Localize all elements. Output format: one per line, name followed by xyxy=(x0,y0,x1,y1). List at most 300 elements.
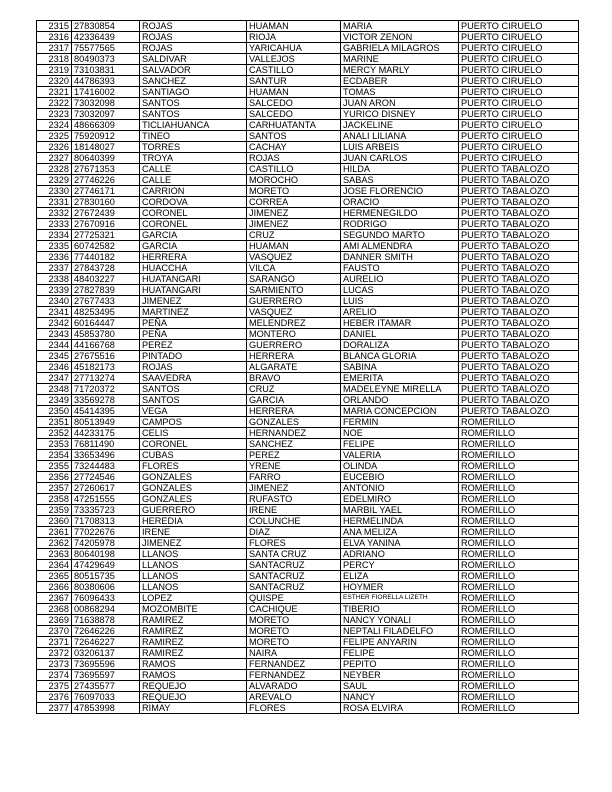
locality-cell: ROMERILLO xyxy=(459,450,579,461)
row-number-cell: 2368 xyxy=(37,604,72,615)
dni-cell: 80380606 xyxy=(72,582,140,593)
dni-cell: 27713274 xyxy=(72,373,140,384)
dni-cell: 76096433 xyxy=(72,593,140,604)
dni-cell: 27670916 xyxy=(72,219,140,230)
maternal-surname-cell: GONZALES xyxy=(247,417,341,428)
row-number-cell: 2343 xyxy=(37,329,72,340)
table-row xyxy=(37,505,579,516)
dni-cell: 03206137 xyxy=(72,648,140,659)
locality-cell: ROMERILLO xyxy=(459,582,579,593)
table-row xyxy=(37,615,579,626)
locality-cell: ROMERILLO xyxy=(459,417,579,428)
table-row xyxy=(37,483,579,494)
dni-cell: 47251555 xyxy=(72,494,140,505)
table-row xyxy=(37,120,579,131)
locality-cell: PUERTO CIRUELO xyxy=(459,153,579,164)
given-names-cell: EDELMIRO xyxy=(341,494,459,505)
maternal-surname-cell: CRUZ xyxy=(247,384,341,395)
locality-cell: ROMERILLO xyxy=(459,549,579,560)
row-number-cell: 2318 xyxy=(37,54,72,65)
paternal-surname-cell: SALDIVAR xyxy=(140,54,247,65)
maternal-surname-cell: MORETO xyxy=(247,186,341,197)
dni-cell: 27724546 xyxy=(72,472,140,483)
maternal-surname-cell: BRAVO xyxy=(247,373,341,384)
maternal-surname-cell: YRENE xyxy=(247,461,341,472)
row-number-cell: 2330 xyxy=(37,186,72,197)
locality-cell: PUERTO CIRUELO xyxy=(459,65,579,76)
maternal-surname-cell: VASQUEZ xyxy=(247,307,341,318)
given-names-cell: ANALI LILIANA xyxy=(341,131,459,142)
table-row xyxy=(37,186,579,197)
maternal-surname-cell: DIAZ xyxy=(247,527,341,538)
given-names-cell: ARELIO xyxy=(341,307,459,318)
given-names-cell: NEYBER xyxy=(341,670,459,681)
maternal-surname-cell: JIMENEZ xyxy=(247,219,341,230)
table-row xyxy=(37,296,579,307)
paternal-surname-cell: CELIS xyxy=(140,428,247,439)
dni-cell: 44786393 xyxy=(72,76,140,87)
dni-cell: 77440182 xyxy=(72,252,140,263)
table-row xyxy=(37,692,579,703)
dni-cell: 80513949 xyxy=(72,417,140,428)
maternal-surname-cell: SANTACRUZ xyxy=(247,582,341,593)
dni-cell: 44166768 xyxy=(72,340,140,351)
maternal-surname-cell: VILCA xyxy=(247,263,341,274)
dni-cell: 27746171 xyxy=(72,186,140,197)
locality-cell: PUERTO TABALOZO xyxy=(459,318,579,329)
paternal-surname-cell: TROYA xyxy=(140,153,247,164)
paternal-surname-cell: SANTIAGO xyxy=(140,87,247,98)
locality-cell: PUERTO TABALOZO xyxy=(459,307,579,318)
locality-cell: PUERTO CIRUELO xyxy=(459,142,579,153)
locality-cell: PUERTO CIRUELO xyxy=(459,32,579,43)
locality-cell: ROMERILLO xyxy=(459,659,579,670)
row-number-cell: 2345 xyxy=(37,351,72,362)
given-names-cell: JACKELINE xyxy=(341,120,459,131)
row-number-cell: 2364 xyxy=(37,560,72,571)
locality-cell: PUERTO TABALOZO xyxy=(459,208,579,219)
table-row xyxy=(37,153,579,164)
row-number-cell: 2362 xyxy=(37,538,72,549)
paternal-surname-cell: MOZOMBITE xyxy=(140,604,247,615)
locality-cell: ROMERILLO xyxy=(459,439,579,450)
table-row xyxy=(37,263,579,274)
maternal-surname-cell: HERRERA xyxy=(247,406,341,417)
paternal-surname-cell: MARTINEZ xyxy=(140,307,247,318)
locality-cell: PUERTO TABALOZO xyxy=(459,230,579,241)
locality-cell: ROMERILLO xyxy=(459,516,579,527)
locality-cell: ROMERILLO xyxy=(459,703,579,714)
dni-cell: 47429649 xyxy=(72,560,140,571)
row-number-cell: 2325 xyxy=(37,131,72,142)
locality-cell: ROMERILLO xyxy=(459,670,579,681)
row-number-cell: 2361 xyxy=(37,527,72,538)
paternal-surname-cell: PINTADO xyxy=(140,351,247,362)
locality-cell: ROMERILLO xyxy=(459,615,579,626)
row-number-cell: 2366 xyxy=(37,582,72,593)
paternal-surname-cell: HUATANGARI xyxy=(140,285,247,296)
dni-cell: 71638878 xyxy=(72,615,140,626)
row-number-cell: 2315 xyxy=(37,21,72,32)
dni-cell: 27827839 xyxy=(72,285,140,296)
given-names-cell: FELIPE xyxy=(341,439,459,450)
locality-cell: PUERTO TABALOZO xyxy=(459,340,579,351)
maternal-surname-cell: QUISPE xyxy=(247,593,341,604)
given-names-cell: DANNER SMITH xyxy=(341,252,459,263)
locality-cell: PUERTO CIRUELO xyxy=(459,131,579,142)
given-names-cell: RODRIGO xyxy=(341,219,459,230)
locality-cell: PUERTO TABALOZO xyxy=(459,351,579,362)
given-names-cell: JOSE FLORENCIO xyxy=(341,186,459,197)
dni-cell: 71720372 xyxy=(72,384,140,395)
maternal-surname-cell: GUERRERO xyxy=(247,340,341,351)
locality-cell: PUERTO TABALOZO xyxy=(459,197,579,208)
dni-cell: 27843728 xyxy=(72,263,140,274)
dni-cell: 17416002 xyxy=(72,87,140,98)
maternal-surname-cell: RIOJA xyxy=(247,32,341,43)
paternal-surname-cell: CORONEL xyxy=(140,208,247,219)
paternal-surname-cell: RAMIREZ xyxy=(140,615,247,626)
given-names-cell: NANCY YONALI xyxy=(341,615,459,626)
given-names-cell: ANA MELIZA xyxy=(341,527,459,538)
table-row xyxy=(37,582,579,593)
maternal-surname-cell: CRUZ xyxy=(247,230,341,241)
given-names-cell: SAUL xyxy=(341,681,459,692)
dni-cell: 73335723 xyxy=(72,505,140,516)
given-names-cell: MERCY MARLY xyxy=(341,65,459,76)
given-names-cell: VALERIA xyxy=(341,450,459,461)
table-row xyxy=(37,395,579,406)
row-number-cell: 2326 xyxy=(37,142,72,153)
row-number-cell: 2331 xyxy=(37,197,72,208)
table-row xyxy=(37,21,579,32)
locality-cell: ROMERILLO xyxy=(459,505,579,516)
given-names-cell: TIBERIO xyxy=(341,604,459,615)
given-names-cell: OLINDA xyxy=(341,461,459,472)
paternal-surname-cell: LLANOS xyxy=(140,582,247,593)
table-row xyxy=(37,648,579,659)
table-row xyxy=(37,76,579,87)
dni-cell: 44233175 xyxy=(72,428,140,439)
paternal-surname-cell: GONZALES xyxy=(140,483,247,494)
given-names-cell: ROSA ELVIRA xyxy=(341,703,459,714)
given-names-cell: HEBER ITAMAR xyxy=(341,318,459,329)
locality-cell: PUERTO TABALOZO xyxy=(459,406,579,417)
paternal-surname-cell: CAMPOS xyxy=(140,417,247,428)
maternal-surname-cell: SALCEDO xyxy=(247,109,341,120)
row-number-cell: 2323 xyxy=(37,109,72,120)
given-names-cell: AMI ALMENDRA xyxy=(341,241,459,252)
paternal-surname-cell: JIMENEZ xyxy=(140,296,247,307)
maternal-surname-cell: ROJAS xyxy=(247,153,341,164)
table-row xyxy=(37,197,579,208)
locality-cell: PUERTO TABALOZO xyxy=(459,186,579,197)
row-number-cell: 2371 xyxy=(37,637,72,648)
row-number-cell: 2358 xyxy=(37,494,72,505)
table-row xyxy=(37,527,579,538)
row-number-cell: 2328 xyxy=(37,164,72,175)
table-row xyxy=(37,164,579,175)
row-number-cell: 2370 xyxy=(37,626,72,637)
paternal-surname-cell: CALLE xyxy=(140,175,247,186)
table-row xyxy=(37,406,579,417)
paternal-surname-cell: CORONEL xyxy=(140,219,247,230)
paternal-surname-cell: RAMIREZ xyxy=(140,626,247,637)
locality-cell: PUERTO CIRUELO xyxy=(459,120,579,131)
locality-cell: ROMERILLO xyxy=(459,527,579,538)
row-number-cell: 2352 xyxy=(37,428,72,439)
maternal-surname-cell: CASTILLO xyxy=(247,65,341,76)
locality-cell: PUERTO TABALOZO xyxy=(459,219,579,230)
maternal-surname-cell: HUAMAN xyxy=(247,21,341,32)
row-number-cell: 2322 xyxy=(37,98,72,109)
given-names-cell: HERMENEGILDO xyxy=(341,208,459,219)
maternal-surname-cell: SANTOS xyxy=(247,131,341,142)
maternal-surname-cell: HUAMAN xyxy=(247,241,341,252)
table-row xyxy=(37,494,579,505)
locality-cell: PUERTO TABALOZO xyxy=(459,164,579,175)
row-number-cell: 2340 xyxy=(37,296,72,307)
dni-cell: 60164447 xyxy=(72,318,140,329)
maternal-surname-cell: SARMIENTO xyxy=(247,285,341,296)
row-number-cell: 2338 xyxy=(37,274,72,285)
row-number-cell: 2327 xyxy=(37,153,72,164)
maternal-surname-cell: MORETO xyxy=(247,615,341,626)
table-row xyxy=(37,351,579,362)
table-row xyxy=(37,516,579,527)
given-names-cell: EMERITA xyxy=(341,373,459,384)
paternal-surname-cell: IRENE xyxy=(140,527,247,538)
row-number-cell: 2333 xyxy=(37,219,72,230)
given-names-cell: MARIA xyxy=(341,21,459,32)
locality-cell: PUERTO CIRUELO xyxy=(459,43,579,54)
locality-cell: PUERTO CIRUELO xyxy=(459,21,579,32)
paternal-surname-cell: SALVADOR xyxy=(140,65,247,76)
dni-cell: 76097033 xyxy=(72,692,140,703)
dni-cell: 33653496 xyxy=(72,450,140,461)
table-row xyxy=(37,142,579,153)
given-names-cell: BLANCA GLORIA xyxy=(341,351,459,362)
table-row xyxy=(37,571,579,582)
table-row xyxy=(37,65,579,76)
table-row xyxy=(37,98,579,109)
dni-cell: 45182173 xyxy=(72,362,140,373)
given-names-cell: SABINA xyxy=(341,362,459,373)
given-names-cell: ELVA YANINA xyxy=(341,538,459,549)
maternal-surname-cell: AREVALO xyxy=(247,692,341,703)
row-number-cell: 2344 xyxy=(37,340,72,351)
paternal-surname-cell: ROJAS xyxy=(140,21,247,32)
dni-cell: 27746226 xyxy=(72,175,140,186)
row-number-cell: 2321 xyxy=(37,87,72,98)
dni-cell: 77022676 xyxy=(72,527,140,538)
maternal-surname-cell: SANTA CRUZ xyxy=(247,549,341,560)
paternal-surname-cell: RAMOS xyxy=(140,659,247,670)
paternal-surname-cell: TICLIAHUANCA xyxy=(140,120,247,131)
maternal-surname-cell: CARHUATANTA xyxy=(247,120,341,131)
row-number-cell: 2356 xyxy=(37,472,72,483)
paternal-surname-cell: GONZALES xyxy=(140,494,247,505)
locality-cell: PUERTO TABALOZO xyxy=(459,329,579,340)
table-row xyxy=(37,461,579,472)
table-row xyxy=(37,208,579,219)
table-row xyxy=(37,109,579,120)
dni-cell: 73103831 xyxy=(72,65,140,76)
paternal-surname-cell: SAAVEDRA xyxy=(140,373,247,384)
dni-cell: 45414395 xyxy=(72,406,140,417)
dni-cell: 73032098 xyxy=(72,98,140,109)
locality-cell: PUERTO TABALOZO xyxy=(459,241,579,252)
paternal-surname-cell: GUERRERO xyxy=(140,505,247,516)
dni-cell: 75577565 xyxy=(72,43,140,54)
table-row xyxy=(37,252,579,263)
paternal-surname-cell: LOPEZ xyxy=(140,593,247,604)
table-row xyxy=(37,362,579,373)
given-names-cell: MARBIL YAEL xyxy=(341,505,459,516)
paternal-surname-cell: HUATANGARI xyxy=(140,274,247,285)
given-names-cell: ANTONIO xyxy=(341,483,459,494)
table-row xyxy=(37,219,579,230)
locality-cell: ROMERILLO xyxy=(459,593,579,604)
paternal-surname-cell: SANTOS xyxy=(140,384,247,395)
table-row xyxy=(37,54,579,65)
paternal-surname-cell: CUBAS xyxy=(140,450,247,461)
paternal-surname-cell: SANCHEZ xyxy=(140,76,247,87)
given-names-cell: VICTOR ZENON xyxy=(341,32,459,43)
table-row xyxy=(37,549,579,560)
locality-cell: ROMERILLO xyxy=(459,604,579,615)
given-names-cell: HERMELINDA xyxy=(341,516,459,527)
paternal-surname-cell: SANTOS xyxy=(140,98,247,109)
table-row xyxy=(37,274,579,285)
locality-cell: ROMERILLO xyxy=(459,637,579,648)
locality-cell: ROMERILLO xyxy=(459,681,579,692)
table-row xyxy=(37,417,579,428)
maternal-surname-cell: GUERRERO xyxy=(247,296,341,307)
paternal-surname-cell: SANTOS xyxy=(140,109,247,120)
row-number-cell: 2365 xyxy=(37,571,72,582)
maternal-surname-cell: SANTACRUZ xyxy=(247,560,341,571)
paternal-surname-cell: RAMIREZ xyxy=(140,637,247,648)
maternal-surname-cell: ALGARATE xyxy=(247,362,341,373)
row-number-cell: 2334 xyxy=(37,230,72,241)
paternal-surname-cell: LLANOS xyxy=(140,560,247,571)
given-names-cell: TOMAS xyxy=(341,87,459,98)
table-row xyxy=(37,318,579,329)
paternal-surname-cell: LLANOS xyxy=(140,549,247,560)
dni-cell: 75920912 xyxy=(72,131,140,142)
paternal-surname-cell: CORONEL xyxy=(140,439,247,450)
dni-cell: 27677433 xyxy=(72,296,140,307)
given-names-cell: ADRIANO xyxy=(341,549,459,560)
maternal-surname-cell: CACHAY xyxy=(247,142,341,153)
given-names-cell: SEGUNDO MARTO xyxy=(341,230,459,241)
table-row xyxy=(37,428,579,439)
row-number-cell: 2337 xyxy=(37,263,72,274)
table-row xyxy=(37,626,579,637)
locality-cell: PUERTO CIRUELO xyxy=(459,109,579,120)
maternal-surname-cell: HERRERA xyxy=(247,351,341,362)
dni-cell: 27725321 xyxy=(72,230,140,241)
row-number-cell: 2324 xyxy=(37,120,72,131)
maternal-surname-cell: MONTERO xyxy=(247,329,341,340)
maternal-surname-cell: CASTILLO xyxy=(247,164,341,175)
row-number-cell: 2332 xyxy=(37,208,72,219)
table-row xyxy=(37,340,579,351)
dni-cell: 27830160 xyxy=(72,197,140,208)
locality-cell: PUERTO TABALOZO xyxy=(459,263,579,274)
maternal-surname-cell: JIMENEZ xyxy=(247,208,341,219)
paternal-surname-cell: RIMAY xyxy=(140,703,247,714)
given-names-cell: EUCEBIO xyxy=(341,472,459,483)
row-number-cell: 2355 xyxy=(37,461,72,472)
row-number-cell: 2377 xyxy=(37,703,72,714)
paternal-surname-cell: ROJAS xyxy=(140,32,247,43)
table-row xyxy=(37,472,579,483)
paternal-surname-cell: SANTOS xyxy=(140,395,247,406)
table-row xyxy=(37,285,579,296)
table-row xyxy=(37,560,579,571)
table-row xyxy=(37,230,579,241)
locality-cell: ROMERILLO xyxy=(459,571,579,582)
locality-cell: PUERTO CIRUELO xyxy=(459,54,579,65)
row-number-cell: 2373 xyxy=(37,659,72,670)
row-number-cell: 2316 xyxy=(37,32,72,43)
table-row xyxy=(37,538,579,549)
table-row xyxy=(37,450,579,461)
table-row xyxy=(37,32,579,43)
maternal-surname-cell: CORREA xyxy=(247,197,341,208)
paternal-surname-cell: TINEO xyxy=(140,131,247,142)
locality-cell: PUERTO CIRUELO xyxy=(459,76,579,87)
locality-cell: ROMERILLO xyxy=(459,648,579,659)
maternal-surname-cell: FARRO xyxy=(247,472,341,483)
given-names-cell: HOYMER xyxy=(341,582,459,593)
maternal-surname-cell: JIMENEZ xyxy=(247,483,341,494)
row-number-cell: 2359 xyxy=(37,505,72,516)
paternal-surname-cell: CORDOVA xyxy=(140,197,247,208)
given-names-cell: FAUSTO xyxy=(341,263,459,274)
row-number-cell: 2374 xyxy=(37,670,72,681)
paternal-surname-cell: GARCIA xyxy=(140,230,247,241)
maternal-surname-cell: ALVARADO xyxy=(247,681,341,692)
row-number-cell: 2329 xyxy=(37,175,72,186)
row-number-cell: 2341 xyxy=(37,307,72,318)
dni-cell: 48403227 xyxy=(72,274,140,285)
given-names-cell: MARIA CONCEPCION xyxy=(341,406,459,417)
row-number-cell: 2335 xyxy=(37,241,72,252)
locality-cell: PUERTO TABALOZO xyxy=(459,252,579,263)
locality-cell: PUERTO TABALOZO xyxy=(459,175,579,186)
given-names-cell: LUIS ARBEIS xyxy=(341,142,459,153)
paternal-surname-cell: CARRION xyxy=(140,186,247,197)
dni-cell: 80640399 xyxy=(72,153,140,164)
voter-list-table xyxy=(36,20,579,714)
locality-cell: PUERTO CIRUELO xyxy=(459,87,579,98)
paternal-surname-cell: ROJAS xyxy=(140,43,247,54)
maternal-surname-cell: FLORES xyxy=(247,538,341,549)
locality-cell: ROMERILLO xyxy=(459,461,579,472)
locality-cell: PUERTO CIRUELO xyxy=(459,98,579,109)
dni-cell: 48253495 xyxy=(72,307,140,318)
dni-cell: 73695596 xyxy=(72,659,140,670)
dni-cell: 80640198 xyxy=(72,549,140,560)
maternal-surname-cell: FLORES xyxy=(247,703,341,714)
given-names-cell: FERMIN xyxy=(341,417,459,428)
locality-cell: PUERTO TABALOZO xyxy=(459,362,579,373)
given-names-cell: AURELIO xyxy=(341,274,459,285)
maternal-surname-cell: MOROCHO xyxy=(247,175,341,186)
